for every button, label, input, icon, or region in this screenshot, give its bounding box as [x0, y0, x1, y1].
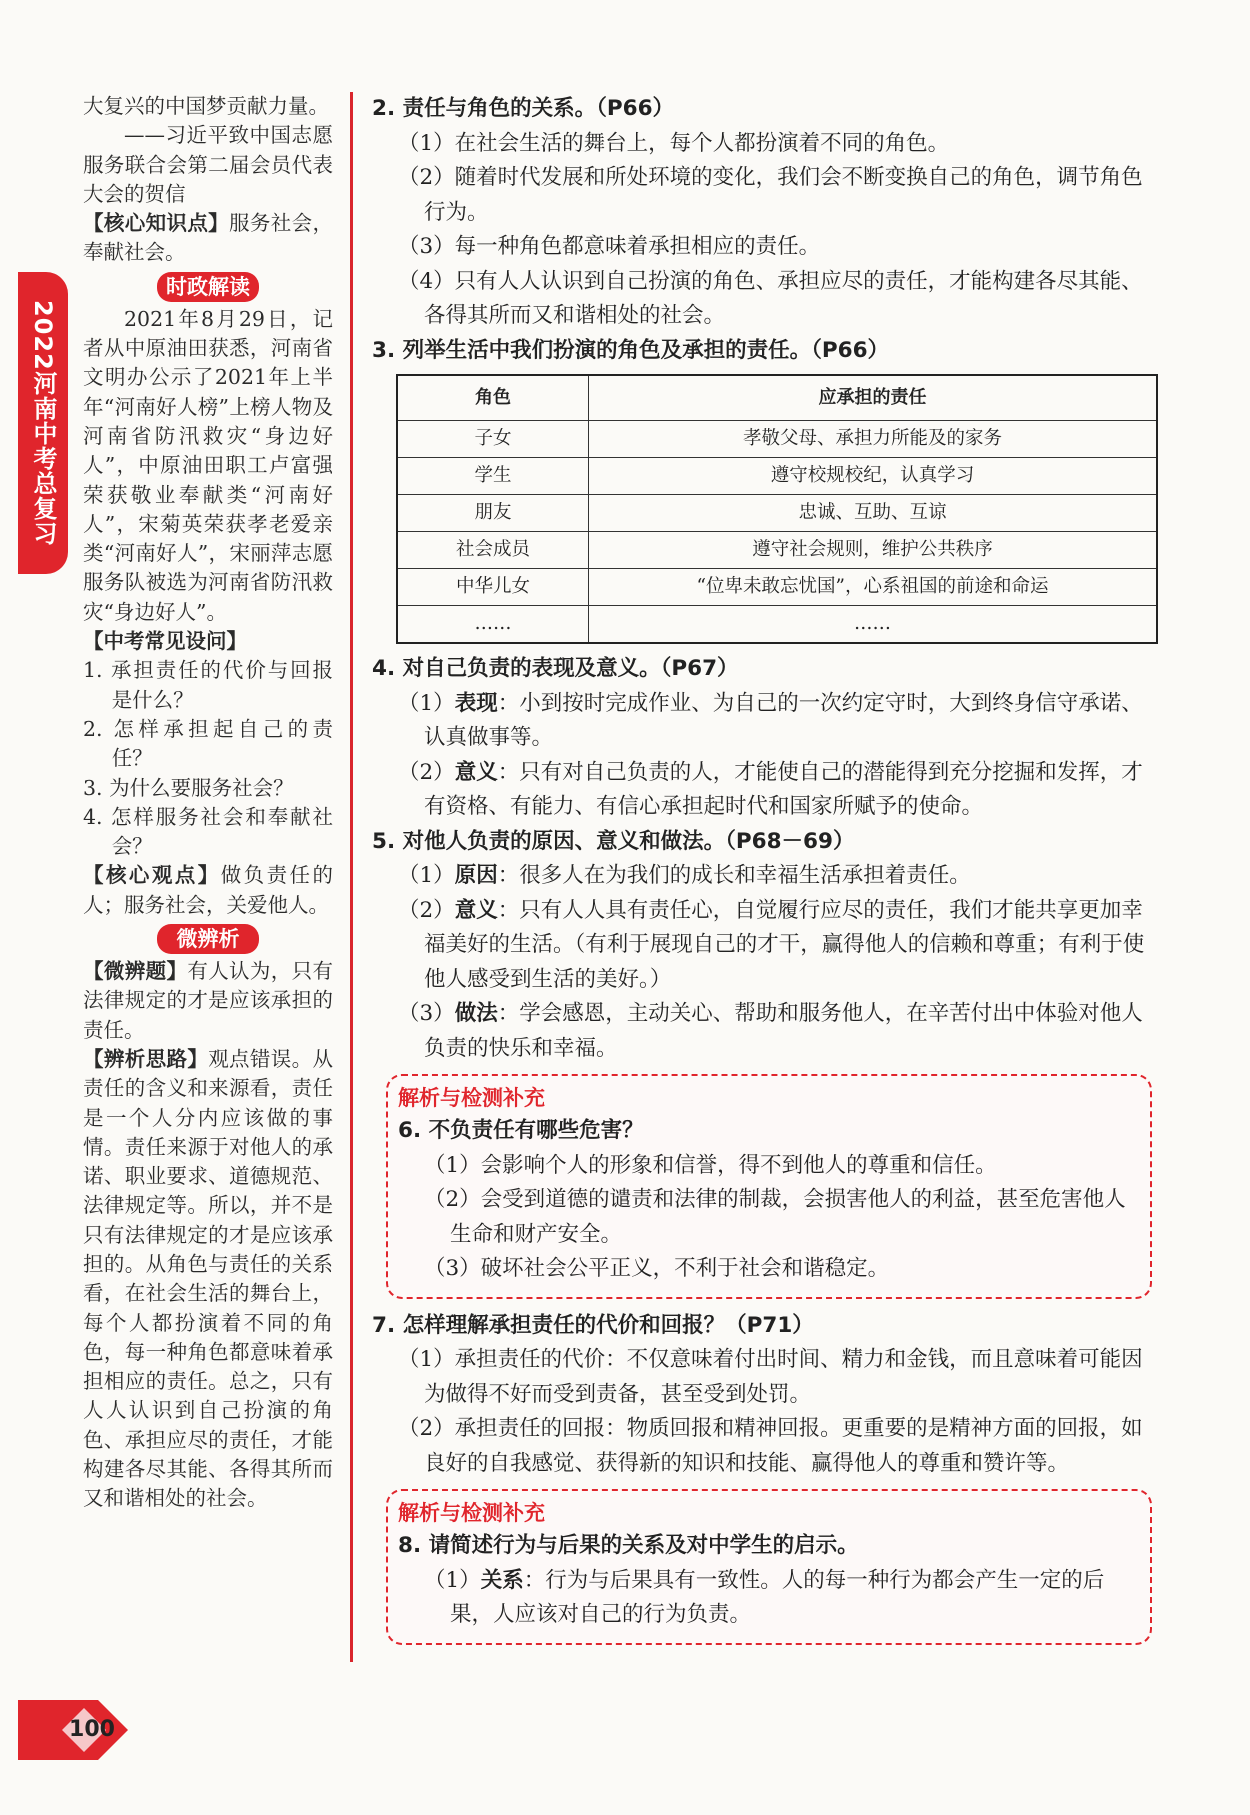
item-text: ：只有对自己负责的人，才能使自己的潜能得到充分挖掘和发挥，才有资格、有能力、有信心承担起时代和国家所赋予的使命。: [424, 759, 1143, 819]
box-question: 8. 请简述行为与后果的关系及对中学生的启示。: [398, 1533, 859, 1558]
news-text: 2021年8月29日，记者从中原油田获悉，河南省文明办公示了2021年上半年“河南好人榜”上榜人物及河南省防汛救灾“身边好人”，中原油田职工卢富强荣获敬业奉献类“河南好人”，宋菊英荣获孝老爱亲类“河南好人”，宋丽萍志愿服务队被选为河南省防汛救灾“身边好人”。: [83, 306, 333, 624]
item-label: 意义: [454, 759, 498, 785]
item-prefix: （1）: [398, 690, 455, 716]
core-knowledge-label: 【核心知识点】: [83, 211, 230, 236]
table-header-row: [397, 375, 1157, 421]
duty-cell: “位卑未敢忘忧国”，心系祖国的前途和命运: [589, 569, 1158, 606]
section-7-item: （2）承担责任的回报：物质回报和精神回报。更重要的是精神方面的回报，如良好的自我感觉、获得新的知识和技能、赢得他人的尊重和赞许等。: [398, 1416, 1143, 1476]
role-cell: 子女: [397, 421, 589, 458]
section-5-title: 5. 对他人负责的原因、意义和做法。（P68－69）: [372, 828, 855, 854]
core-view-text: 做负责任的人；服务社会，关爱他人。: [83, 863, 334, 917]
section-2-item: （4）只有人人认识到自己扮演的角色、承担应尽的责任，才能构建各尽其能、各得其所而又和谐相处的社会。: [398, 268, 1143, 328]
roles-table: [396, 374, 1158, 644]
news-badge: 时政解读: [157, 272, 259, 302]
box-item: （3）破坏社会公平正义，不利于社会和谐稳定。: [424, 1256, 890, 1281]
reasoning: [83, 1045, 333, 1514]
supplement-box-title: 解析与检测补充: [398, 1501, 545, 1525]
section-2-item: （2）随着时代发展和所处环境的变化，我们会不断变换自己的角色，调节角色行为。: [398, 165, 1143, 225]
questions-label: 【中考常见设问】: [83, 629, 247, 654]
item-prefix: （2）: [398, 759, 455, 785]
reasoning-label: 【辨析思路】: [83, 1046, 209, 1071]
table-row: [397, 532, 1157, 569]
side-tab: 2022河南中考总复习: [18, 272, 68, 574]
question-item: 4. 怎样服务社会和奉献社会？: [83, 804, 333, 859]
section-7-title: 7. 怎样理解承担责任的代价和回报？（P71）: [372, 1312, 814, 1338]
question-item: 3. 为什么要服务社会？: [83, 775, 294, 800]
column-divider: [350, 92, 353, 1662]
core-knowledge-text: 服务社会，奉献社会。: [83, 211, 334, 265]
quote-source: ——习近平致中国志愿服务联合会第二届会员代表大会的贺信: [83, 123, 333, 206]
role-cell: 社会成员: [397, 532, 589, 569]
duty-cell: 孝敬父母、承担力所能及的家务: [589, 421, 1158, 458]
table-row: [397, 569, 1157, 606]
debate-text: 有人认为，只有法律规定的才是应该承担的责任。: [83, 959, 334, 1042]
table-row: [397, 421, 1157, 458]
box-question: 6. 不负责任有哪些危害？: [398, 1118, 644, 1143]
supplement-box-1: [386, 1074, 1152, 1299]
item-text: ：小到按时完成作业、为自己的一次约定守时，大到终身信守承诺、认真做事等。: [424, 690, 1143, 750]
section-5-item: [398, 997, 1162, 1066]
left-column: [83, 92, 333, 1514]
item-label: 做法: [454, 1001, 498, 1026]
section-4-title: 4. 对自己负责的表现及意义。（P67）: [372, 656, 739, 681]
item-label: 表现: [454, 690, 498, 716]
core-view-label: 【核心观点】: [83, 863, 221, 888]
table-row: [397, 495, 1157, 532]
question-item: 2. 怎样承担起自己的责任？: [83, 716, 333, 771]
section-4-item: [398, 756, 1162, 825]
item-text: ：只有人人具有责任心，自觉履行应尽的责任，我们才能共享更加幸福美好的生活。（有利于展现自己的才干，赢得他人的信赖和尊重；有利于使他人感受到生活的美好。）: [424, 897, 1145, 992]
duty-cell: 遵守社会规则，维护公共秩序: [589, 532, 1158, 569]
item-prefix: （2）: [398, 897, 455, 923]
box-item: （1）会影响个人的形象和信誉，得不到他人的尊重和信任。: [424, 1152, 997, 1178]
item-prefix: （1）: [424, 1567, 481, 1593]
table-header-duty: 应承担的责任: [589, 375, 1158, 421]
item-label: 意义: [454, 897, 498, 923]
left-p1: 大复兴的中国梦贡献力量。: [83, 94, 329, 118]
section-2-item: （3）每一种角色都意味着承担相应的责任。: [398, 234, 821, 259]
table-header-role: 角色: [397, 375, 589, 421]
supplement-box-title: 解析与检测补充: [398, 1086, 545, 1110]
section-2-title: 2. 责任与角色的关系。（P66）: [372, 96, 675, 121]
box-item: [424, 1564, 1138, 1633]
core-view: [83, 861, 333, 920]
item-prefix: （1）: [398, 863, 455, 888]
debate-label: 【微辨题】: [83, 959, 188, 984]
duty-cell: 遵守校规校纪，认真学习: [589, 458, 1158, 495]
right-column: [372, 92, 1162, 1655]
role-cell: 中华儿女: [397, 569, 589, 606]
role-cell: 朋友: [397, 495, 589, 532]
supplement-box-2: [386, 1489, 1152, 1645]
section-2-item: （1）在社会生活的舞台上，每个人都扮演着不同的角色。: [398, 130, 950, 156]
core-knowledge: [83, 209, 333, 268]
role-cell: ……: [397, 606, 589, 644]
analysis-badge: 微辨析: [157, 924, 259, 954]
table-row: [397, 606, 1157, 644]
section-5-item: [398, 894, 1162, 998]
section-4-item: [398, 687, 1162, 756]
table-row: [397, 458, 1157, 495]
page-number: 100: [69, 1717, 115, 1742]
item-label: 原因: [454, 863, 498, 888]
duty-cell: 忠诚、互助、互谅: [589, 495, 1158, 532]
item-label: 关系: [480, 1567, 524, 1593]
item-text: ：学会感恩，主动关心、帮助和服务他人，在辛苦付出中体验对他人负责的快乐和幸福。: [424, 1001, 1143, 1061]
reasoning-text: 观点错误。从责任的含义和来源看，责任是一个人分内应该做的事情。责任来源于对他人的承诺、职业要求、道德规范、法律规定等。所以，并不是只有法律规定的才是应该承担的。从角色与责任的关系看，在社会生活的舞台上，每个人都扮演着不同的角色，每一种角色都意味着承担相应的责任。总之，只有人人认识到自己扮演的角色、承担应尽的责任，才能构建各尽其能、各得其所而又和谐相处的社会。: [83, 1046, 334, 1511]
item-text: ：行为与后果具有一致性。人的每一种行为都会产生一定的后果，人应该对自己的行为负责。: [450, 1567, 1105, 1627]
section-5-item: [398, 859, 1162, 894]
section-7-item: （1）承担责任的代价：不仅意味着付出时间、精力和金钱，而且意味着可能因为做得不好而受到责备，甚至受到处罚。: [398, 1347, 1143, 1407]
box-item: （2）会受到道德的谴责和法律的制裁，会损害他人的利益，甚至危害他人生命和财产安全。: [424, 1187, 1126, 1247]
debate: [83, 957, 333, 1045]
role-cell: 学生: [397, 458, 589, 495]
item-prefix: （3）: [398, 1001, 455, 1026]
duty-cell: ……: [589, 606, 1158, 644]
question-item: 1. 承担责任的代价与回报是什么？: [83, 658, 333, 712]
item-text: ：很多人在为我们的成长和幸福生活承担着责任。: [497, 863, 971, 888]
section-3-title: 3. 列举生活中我们扮演的角色及承担的责任。（P66）: [372, 337, 890, 363]
